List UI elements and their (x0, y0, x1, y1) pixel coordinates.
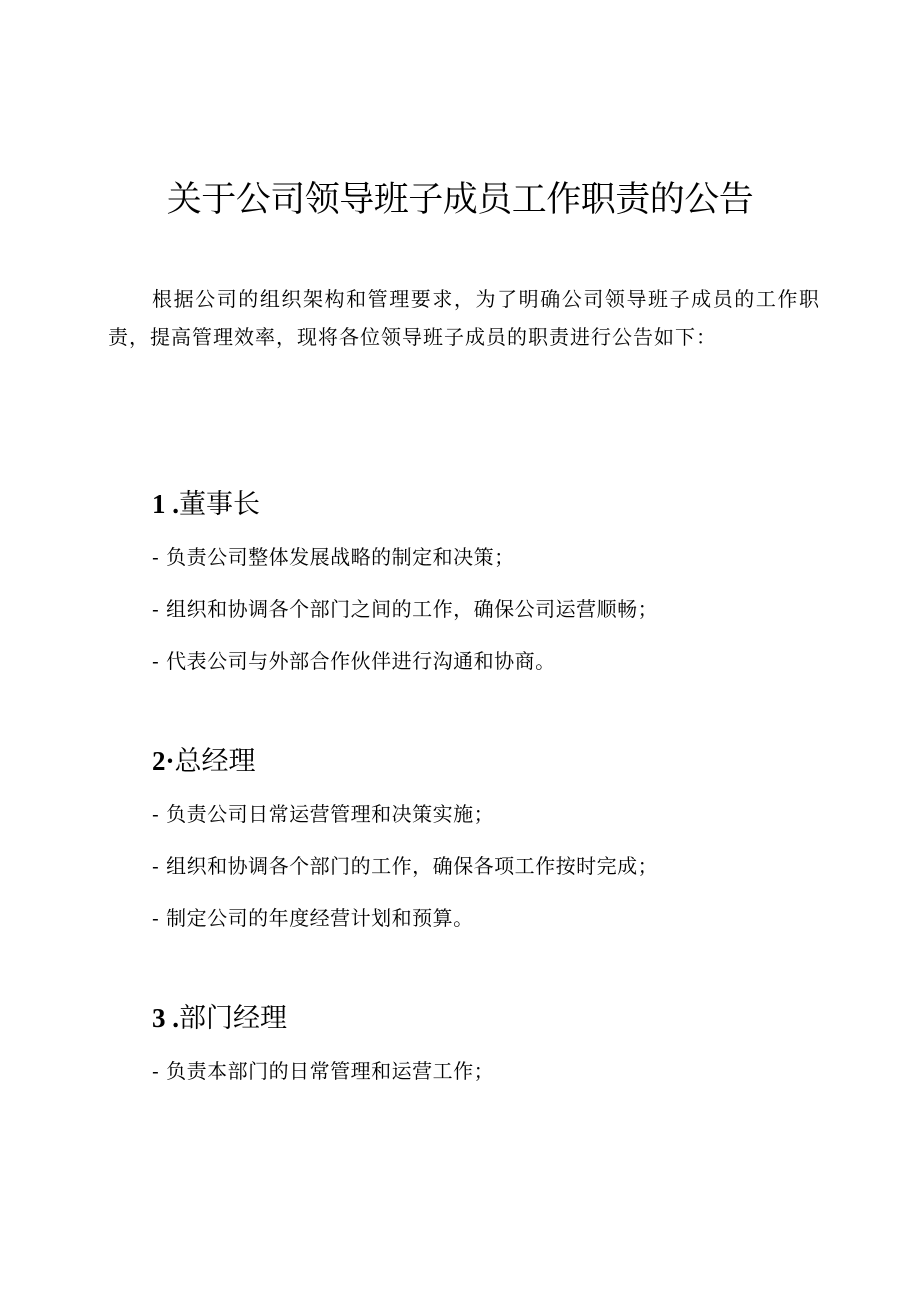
section-heading (152, 998, 852, 1038)
section-number: 1 . (152, 489, 179, 519)
page-title: 关于公司领导班子成员工作职责的公告 (166, 180, 754, 220)
section-title: 总经理 (174, 746, 256, 777)
section-heading (152, 484, 852, 524)
section-chairman (152, 484, 852, 687)
duty-list (152, 788, 852, 944)
section-title: 部门经理 (179, 1003, 287, 1034)
duty-item: - 负责公司日常运营管理和决策实施； (152, 802, 495, 826)
duty-item: - 组织和协调各个部门之间的工作，确保公司运营顺畅； (152, 597, 659, 621)
duty-item: - 负责本部门的日常管理和运营工作； (152, 1059, 495, 1083)
duty-list (152, 531, 852, 687)
intro-paragraph: 根据公司的组织架构和管理要求，为了明确公司领导班子成员的工作职责，提高管理效率，现将各位领导班子成员的职责进行公告如下： (108, 287, 820, 349)
section-number: 3 . (152, 1003, 179, 1033)
section-department-manager (152, 998, 852, 1097)
duty-list (152, 1045, 852, 1097)
section-general-manager (152, 741, 852, 944)
section-title: 董事长 (179, 489, 260, 520)
section-number: 2· (152, 746, 175, 776)
duty-item: - 组织和协调各个部门的工作，确保各项工作按时完成； (152, 854, 659, 878)
duty-item: - 制定公司的年度经营计划和预算。 (152, 906, 474, 930)
duty-item: - 代表公司与外部合作伙伴进行沟通和协商。 (152, 649, 556, 673)
section-heading (152, 741, 852, 781)
duty-item: - 负责公司整体发展战略的制定和决策； (152, 545, 515, 569)
